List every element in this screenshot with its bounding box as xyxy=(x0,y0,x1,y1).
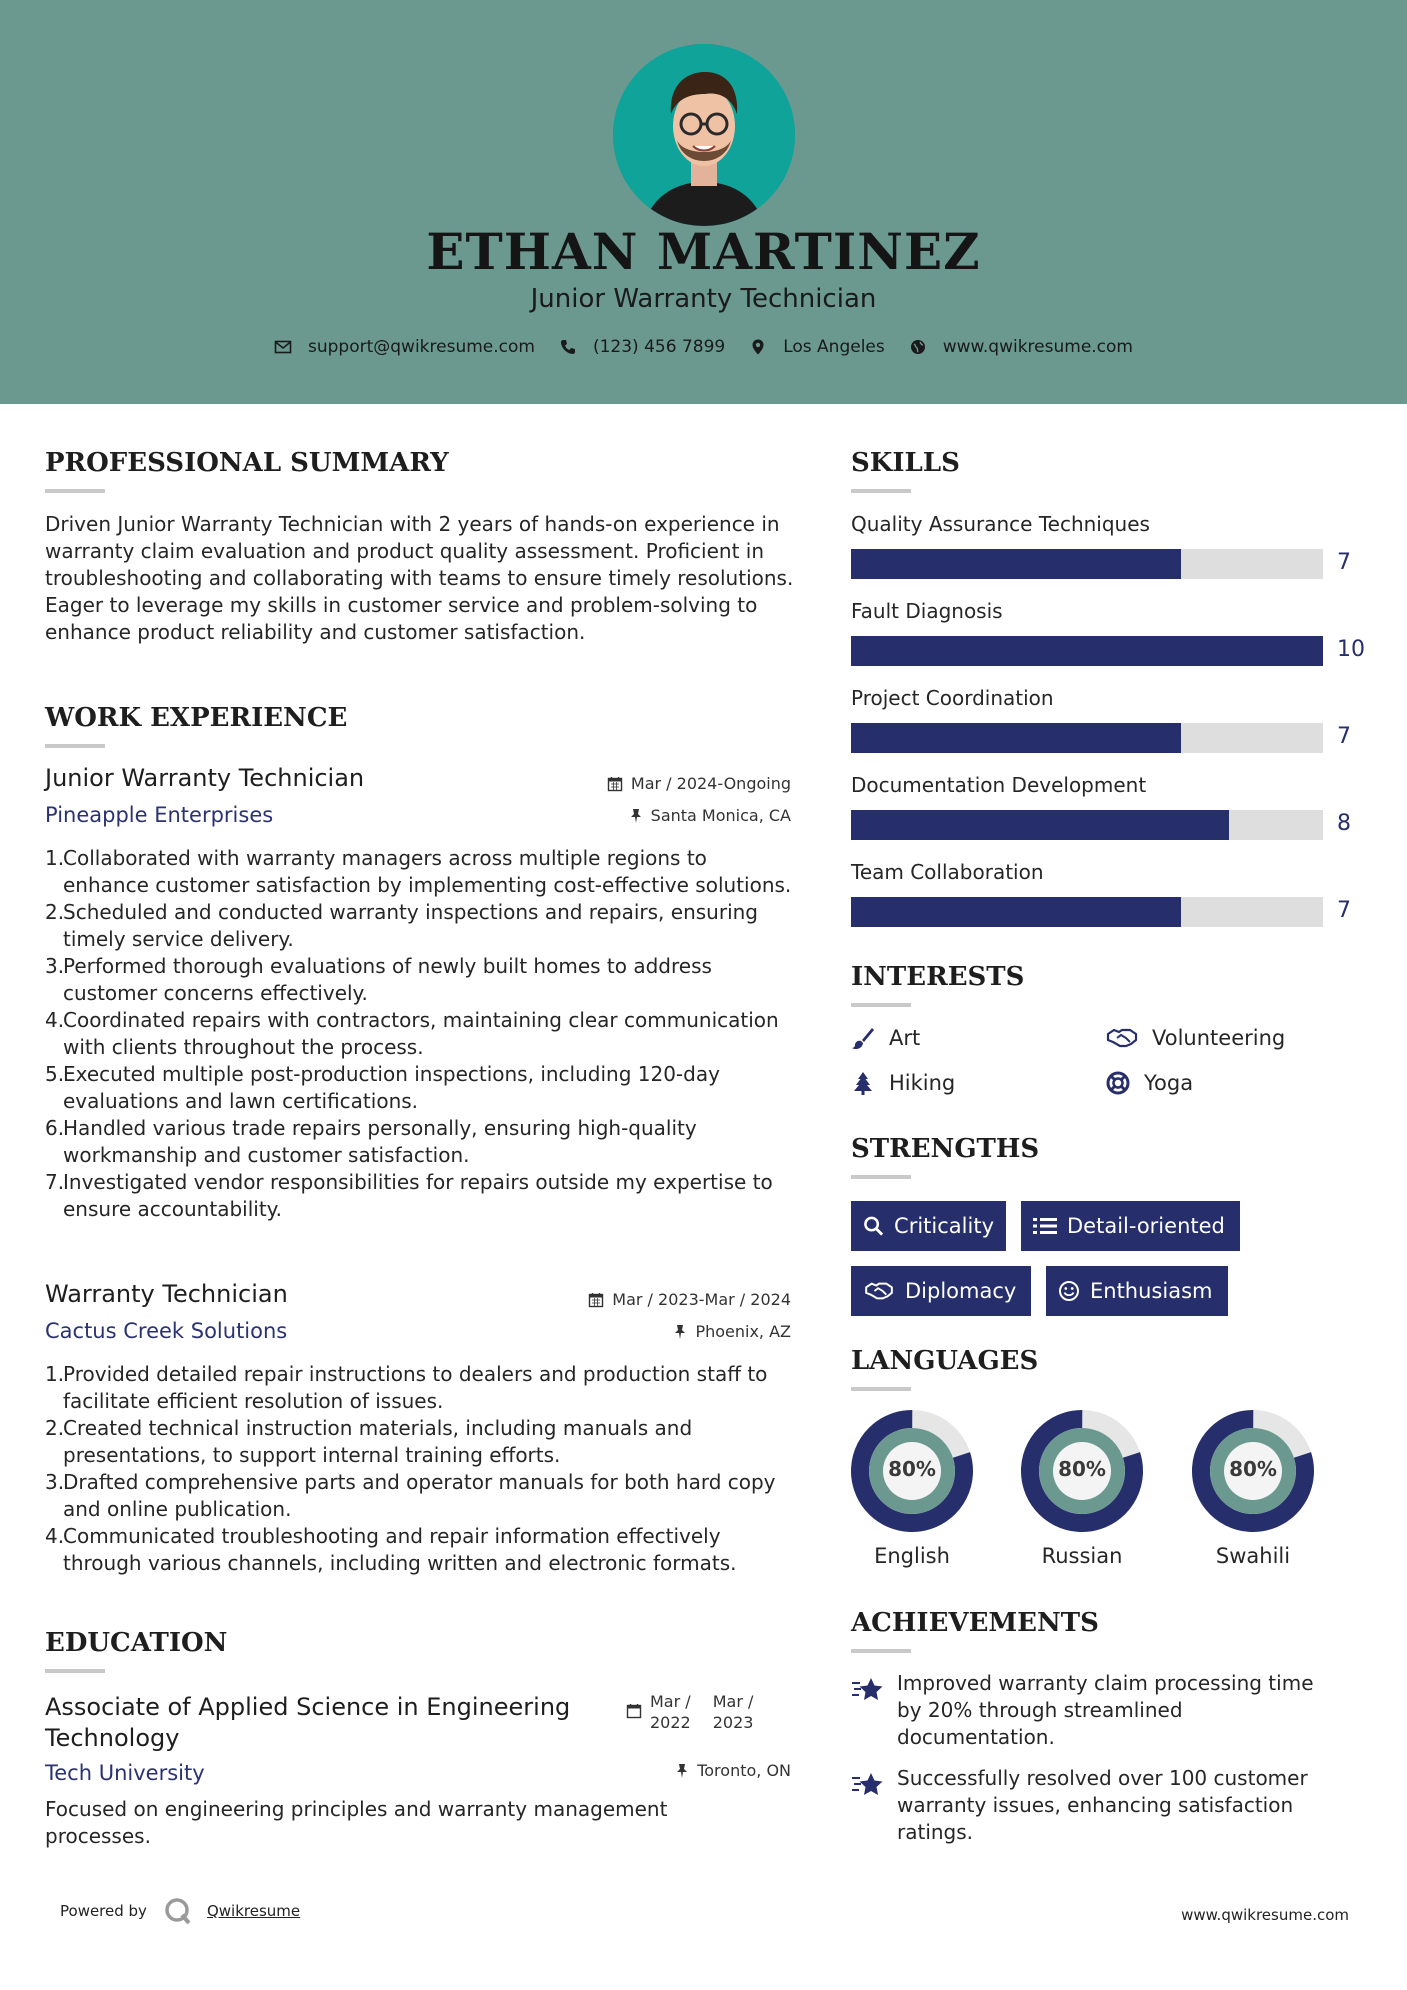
candidate-name: ETHAN MARTINEZ xyxy=(426,222,981,281)
achievement-item xyxy=(851,1765,1341,1846)
contact-location-text: Los Angeles xyxy=(783,337,885,357)
skill-bar-track xyxy=(851,549,1323,579)
education-degree: Associate of Applied Science in Engineering Technology xyxy=(45,1693,571,1752)
map-pin-icon xyxy=(749,338,767,356)
envelope-icon xyxy=(274,338,292,356)
language-label: English xyxy=(874,1544,950,1568)
calendar-icon xyxy=(588,1292,604,1308)
contact-phone[interactable] xyxy=(559,337,725,357)
contact-email[interactable] xyxy=(274,337,535,357)
list-item: Communicated troubleshooting and repair information effectively through various channels, including written and electronic formats. xyxy=(63,1524,737,1575)
interest-label: Art xyxy=(889,1026,921,1050)
skill-bar-fill xyxy=(851,897,1181,927)
paintbrush-icon xyxy=(851,1026,875,1050)
strength-chip-detail-oriented xyxy=(1021,1201,1240,1251)
list-item: Handled various trade repairs personally, ensuring high-quality workmanship and customer satisfaction. xyxy=(63,1116,697,1167)
languages-heading: LANGUAGES xyxy=(851,1346,1039,1376)
contact-website-text: www.qwikresume.com xyxy=(942,337,1133,357)
skill-bar-fill xyxy=(851,636,1323,666)
header-banner xyxy=(0,0,1407,404)
interest-label: Yoga xyxy=(1144,1071,1194,1095)
list-item: Created technical instruction materials, including manuals and presentations, to support internal training efforts. xyxy=(63,1416,693,1467)
contact-location xyxy=(749,337,885,357)
footer-powered-by xyxy=(60,1896,300,1926)
contact-website[interactable] xyxy=(909,337,1133,357)
education-end-year: 2023 xyxy=(712,1713,754,1732)
interests-rule xyxy=(851,1003,911,1007)
contact-phone-text: (123) 456 7899 xyxy=(592,337,726,357)
skill-bar-fill xyxy=(851,723,1181,753)
strength-chip-enthusiasm xyxy=(1046,1266,1228,1316)
qwikresume-logo-icon xyxy=(163,1896,193,1926)
languages-rule xyxy=(851,1387,911,1391)
skill-value: 7 xyxy=(1337,724,1351,749)
skill-value: 10 xyxy=(1337,637,1365,662)
language-ring xyxy=(851,1410,973,1532)
language-percent: 80% xyxy=(1058,1457,1106,1481)
job-1-dates-text: Mar / 2024-Ongoing xyxy=(630,774,791,793)
job-1-title: Junior Warranty Technician xyxy=(45,764,365,792)
skill-label: Team Collaboration xyxy=(851,860,1044,884)
skills-rule xyxy=(851,489,911,493)
education-heading: EDUCATION xyxy=(45,1628,228,1658)
pin-icon xyxy=(675,1763,689,1779)
job-1-location-text: Santa Monica, CA xyxy=(650,806,791,825)
skill-bar-track xyxy=(851,897,1323,927)
skill-bar-fill xyxy=(851,810,1229,840)
list-item: Coordinated repairs with contractors, maintaining clear communication with clients throughout the process. xyxy=(63,1008,779,1059)
strength-label: Detail-oriented xyxy=(1067,1214,1225,1238)
education-end-month: Mar / xyxy=(712,1692,754,1711)
pin-icon xyxy=(629,808,643,824)
pin-icon xyxy=(673,1324,687,1340)
job-2-title: Warranty Technician xyxy=(45,1280,288,1308)
job-1-dates xyxy=(480,774,791,793)
strength-label: Diplomacy xyxy=(905,1279,1017,1303)
summary-heading: PROFESSIONAL SUMMARY xyxy=(45,448,449,478)
powered-by-label: Powered by xyxy=(60,1902,147,1920)
list-item: Drafted comprehensive parts and operator manuals for both hard copy and online publication. xyxy=(63,1470,776,1521)
interest-hiking xyxy=(851,1071,955,1095)
achievements-heading: ACHIEVEMENTS xyxy=(851,1608,1099,1638)
education-rule xyxy=(45,1669,105,1673)
experience-heading: WORK EXPERIENCE xyxy=(45,703,348,733)
star-icon xyxy=(851,1674,885,1704)
skill-bar-fill xyxy=(851,549,1181,579)
summary-text: Driven Junior Warranty Technician with 2 years of hands-on experience in warranty claim evaluation and product quality assessment. Proficient in troubleshooting and collaborating with teams to ensure timely resolutions. Eager to leverage my skills in customer service and problem-solving to enhance product reliability and customer satisfaction. xyxy=(45,512,794,644)
qwikresume-link[interactable]: Qwikresume xyxy=(206,1902,301,1920)
achievement-text: Improved warranty claim processing time by 20% through streamlined documentation. xyxy=(897,1671,1314,1749)
job-2-dates xyxy=(480,1290,791,1309)
job-1-location xyxy=(480,806,791,825)
language-percent: 80% xyxy=(888,1457,936,1481)
list-item: Provided detailed repair instructions to dealers and production staff to facilitate efficient resolution of issues. xyxy=(63,1362,768,1413)
skill-label: Project Coordination xyxy=(851,686,1054,710)
strength-label: Criticality xyxy=(894,1214,994,1238)
job-1-company: Pineapple Enterprises xyxy=(45,803,274,827)
list-item: Collaborated with warranty managers across multiple regions to enhance customer satisfaction by implementing cost-effective solutions. xyxy=(63,846,792,897)
education-location xyxy=(480,1761,791,1780)
education-description: Focused on engineering principles and warranty management processes. xyxy=(45,1797,668,1848)
interest-yoga xyxy=(1106,1071,1193,1095)
list-item: Investigated vendor responsibilities for repairs outside my expertise to ensure accountability. xyxy=(63,1170,773,1221)
interest-volunteering xyxy=(1106,1026,1285,1050)
contact-bar xyxy=(0,337,1407,357)
achievement-item xyxy=(851,1670,1341,1751)
list-item: Executed multiple post-production inspections, including 120-day evaluations and lawn certifications. xyxy=(63,1062,720,1113)
skill-value: 8 xyxy=(1337,811,1351,836)
skill-label: Fault Diagnosis xyxy=(851,599,1003,623)
calendar-icon xyxy=(607,776,623,792)
skill-bar-track xyxy=(851,810,1323,840)
skill-bar-track xyxy=(851,723,1323,753)
interest-label: Hiking xyxy=(889,1071,956,1095)
skill-value: 7 xyxy=(1337,550,1351,575)
education-school: Tech University xyxy=(45,1761,205,1785)
handshake-icon xyxy=(863,1280,895,1302)
job-2-bullets xyxy=(45,1361,797,1577)
calendar-icon xyxy=(626,1703,642,1719)
list-icon xyxy=(1033,1216,1057,1236)
education-start-year: 2022 xyxy=(650,1713,691,1732)
handshake-icon xyxy=(1106,1026,1138,1050)
job-2-dates-text: Mar / 2023-Mar / 2024 xyxy=(612,1290,791,1309)
interests-heading: INTERESTS xyxy=(851,962,1025,992)
strengths-rule xyxy=(851,1175,911,1179)
skill-bar-track xyxy=(851,636,1323,666)
list-item: Scheduled and conducted warranty inspections and repairs, ensuring timely service delivery. xyxy=(63,900,758,951)
tree-icon xyxy=(851,1071,875,1095)
language-label: Russian xyxy=(1041,1544,1123,1568)
globe-icon xyxy=(909,338,927,356)
candidate-title: Junior Warranty Technician xyxy=(530,284,877,314)
skills-heading: SKILLS xyxy=(851,448,960,478)
list-item: Performed thorough evaluations of newly built homes to address customer concerns effectively. xyxy=(63,954,712,1005)
search-icon xyxy=(863,1215,884,1237)
job-2-location-text: Phoenix, AZ xyxy=(695,1322,791,1341)
achievements-rule xyxy=(851,1649,911,1653)
smile-icon xyxy=(1058,1280,1080,1302)
achievement-text: Successfully resolved over 100 customer warranty issues, enhancing satisfaction ratings. xyxy=(897,1766,1308,1844)
strength-chip-criticality xyxy=(851,1201,1006,1251)
strength-label: Enthusiasm xyxy=(1090,1279,1213,1303)
lifebuoy-icon xyxy=(1106,1071,1130,1095)
language-label: Swahili xyxy=(1215,1544,1291,1568)
language-ring xyxy=(1021,1410,1143,1532)
job-2-location xyxy=(480,1322,791,1341)
skill-label: Quality Assurance Techniques xyxy=(851,512,1150,536)
interest-label: Volunteering xyxy=(1152,1026,1286,1050)
education-dates xyxy=(626,1691,753,1733)
language-ring xyxy=(1192,1410,1314,1532)
footer-website[interactable]: www.qwikresume.com xyxy=(1181,1906,1349,1924)
strength-chip-diplomacy xyxy=(851,1266,1031,1316)
skill-value: 7 xyxy=(1337,898,1351,923)
phone-icon xyxy=(559,338,577,356)
summary-rule xyxy=(45,489,105,493)
star-icon xyxy=(851,1769,885,1799)
interest-art xyxy=(851,1026,920,1050)
job-1-bullets xyxy=(45,845,797,1223)
skill-label: Documentation Development xyxy=(851,773,1147,797)
strengths-heading: STRENGTHS xyxy=(851,1134,1040,1164)
education-start-month: Mar / xyxy=(650,1692,691,1711)
experience-rule xyxy=(45,744,105,748)
contact-email-text: support@qwikresume.com xyxy=(308,337,535,357)
education-location-text: Toronto, ON xyxy=(697,1761,791,1780)
job-2-company: Cactus Creek Solutions xyxy=(45,1319,288,1343)
language-percent: 80% xyxy=(1229,1457,1277,1481)
avatar xyxy=(613,44,795,226)
